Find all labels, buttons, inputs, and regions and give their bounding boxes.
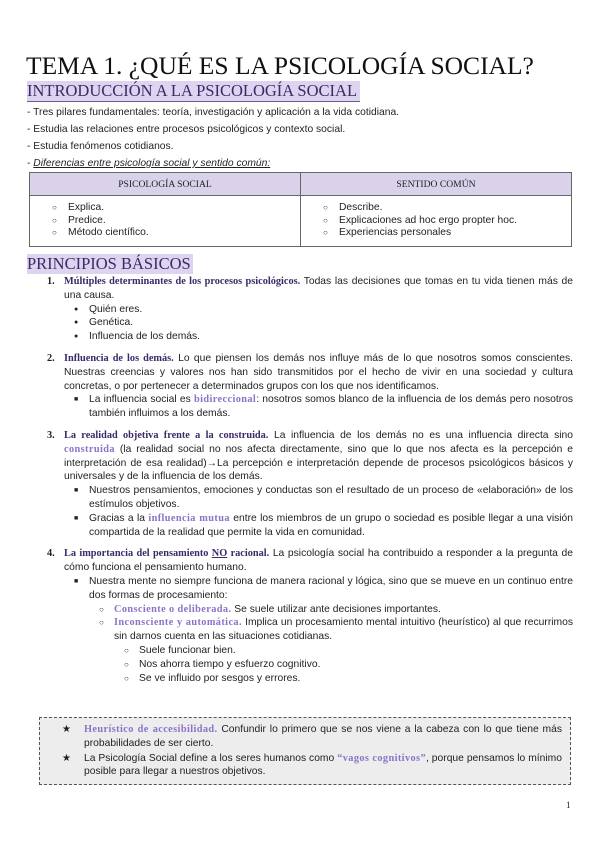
sub-list-item xyxy=(114,603,573,617)
bullet-list xyxy=(64,575,573,685)
principle-text: La influencia de los demás no es una influencia directa sino xyxy=(268,429,573,441)
list-item: ■ Nuestros pensamientos, emociones y conductas son el resultado de un proceso de «elaboración» de los estímulos objetivos. xyxy=(89,484,573,512)
intro-line: - Estudia las relaciones entre procesos psicológicos y contexto social. xyxy=(27,124,346,135)
key-term: influencia mutua xyxy=(148,512,230,524)
table-list-item: ○ Método científico. xyxy=(52,227,300,240)
intro-line: - Tres pilares fundamentales: teoría, investigación y aplicación a la vida cotidiana. xyxy=(27,107,400,118)
bullet-list xyxy=(64,393,573,421)
principle-term: La realidad objetiva frente a la construida. xyxy=(64,429,269,441)
page-title: TEMA 1. ¿QUÉ ES LA PSICOLOGÍA SOCIAL? xyxy=(26,51,534,80)
list-text: : nosotros somos blanco de la influencia de los demás pero nosotros también influimos a los demás. xyxy=(89,394,574,420)
table-cell-psicologia-social xyxy=(30,196,301,247)
principle-item-2 xyxy=(40,352,573,421)
callout-item xyxy=(84,723,562,751)
list-text: Se suele utilizar ante decisiones importantes. xyxy=(231,603,441,615)
list-item xyxy=(89,512,573,540)
principle-number: 1. xyxy=(47,276,55,287)
principle-item-4 xyxy=(40,547,573,685)
principle-term: Múltiples determinantes de los procesos psicológicos. xyxy=(64,276,301,287)
table-row xyxy=(30,196,572,247)
list-text: Gracias a la xyxy=(89,512,149,524)
key-term: Consciente o deliberada. xyxy=(114,603,232,615)
key-term: “vagos cognitivos” xyxy=(337,752,426,764)
principle-number: 4. xyxy=(47,548,55,560)
table-list-item: ○ Explica. xyxy=(52,202,300,215)
intro-dash: - xyxy=(27,158,34,169)
callout-box xyxy=(39,717,571,785)
table-cell-sentido-comun xyxy=(301,196,572,247)
sub-list-item xyxy=(114,616,573,685)
list-text: entre los miembros de un grupo o sociedad es posible llegar a una visión compartida de la realidad que permite la vida en comunidad. xyxy=(89,512,573,538)
principle-text: Todas las decisiones que tomas en tu vida tienen más de una causa. xyxy=(64,276,573,301)
term-part: racional. xyxy=(227,548,270,560)
sub-list xyxy=(89,603,573,686)
intro-list xyxy=(27,104,399,172)
principle-number: 3. xyxy=(47,429,55,441)
bullet-list xyxy=(64,303,573,344)
table-header-psicologia-social: PSICOLOGÍA SOCIAL xyxy=(30,173,301,196)
list-item: ○ Suele funcionar bien. xyxy=(139,644,573,658)
table-header-sentido-comun: SENTIDO COMÚN xyxy=(301,173,572,196)
page-number: 1 xyxy=(566,800,571,810)
principle-number: 2. xyxy=(47,352,55,364)
principle-term xyxy=(64,548,269,559)
key-term: bidireccional xyxy=(193,394,257,406)
principle-item-3 xyxy=(40,429,573,539)
term-part: La importancia del pensamiento xyxy=(64,548,212,560)
principles-list xyxy=(40,275,573,693)
callout-item xyxy=(84,752,562,780)
table-list-item: ○ Explicaciones ad hoc ergo propter hoc. xyxy=(323,215,571,228)
callout-text: , porque pensamos lo mínimo posible para llegar a nuestros objetivos. xyxy=(84,752,562,778)
section-heading-introduccion: INTRODUCCIÓN A LA PSICOLOGÍA SOCIAL xyxy=(27,81,360,102)
list-item: ○ Nos ahorra tiempo y esfuerzo cognitivo. xyxy=(139,658,573,672)
principle-text: Lo que piensen los demás nos influye más de lo que nosotros somos conscientes. Nuestras creencias y valores nos han sido transmitidos por el hecho de vivir en una sociedad y cultura concretas, o por pertenecer a determinados grupos con los que nos identificamos. xyxy=(64,352,573,392)
comparison-table xyxy=(29,172,572,247)
list-item xyxy=(89,575,573,685)
principle-item-1 xyxy=(40,275,573,344)
list-text: Implica un procesamiento mental intuitivo (heurístico) al que recurrimos sin darnos cuenta en las situaciones cotidianas. xyxy=(114,617,574,643)
intro-differences-link: Diferencias entre psicología social y sentido común: xyxy=(33,158,271,169)
callout-text: La Psicología Social define a los seres humanos como xyxy=(84,752,338,764)
table-list-item: ○ Predice. xyxy=(52,215,300,228)
principle-term: Influencia de los demás. xyxy=(64,352,174,364)
intro-line: - Estudia fenómenos cotidianos. xyxy=(27,141,174,152)
key-term: Inconsciente y automática. xyxy=(114,617,242,629)
list-text: Nuestra mente no siempre funciona de manera racional y lógica, sino que se mueve en un continuo entre dos formas de procesamiento: xyxy=(89,575,573,601)
table-header-row xyxy=(30,173,572,196)
key-term: Heurístico de accesibilidad. xyxy=(84,724,218,735)
callout-text: Confundir lo primero que se nos viene a la cabeza con lo que tiene más probabilidades de ser cierto. xyxy=(84,724,562,749)
list-item: ○ Se ve influido por sesgos y errores. xyxy=(139,672,573,686)
list-item: ● Genética. xyxy=(89,316,573,330)
bullet-list xyxy=(64,484,573,539)
sub-sub-list xyxy=(114,644,573,685)
intro-line xyxy=(27,155,399,172)
list-item xyxy=(89,393,573,421)
list-text: La influencia social es xyxy=(89,394,194,406)
principle-text: La psicología social ha contribuido a responder a la pregunta de cómo funciona el pensamiento humano. xyxy=(64,548,573,574)
list-item: ● Quién eres. xyxy=(89,303,573,317)
term-no-underlined: NO xyxy=(211,548,228,560)
list-item: ● Influencia de los demás. xyxy=(89,330,573,344)
key-term: construida xyxy=(64,443,115,455)
section-heading-principios: PRINCIPIOS BÁSICOS xyxy=(27,254,191,273)
principle-text: (la realidad social no nos afecta directamente, sino que lo que nos afecta es la percepción e interpretación de esa realidad)→La percepción e interpretación depende de procesos psicológicos básicos y universales y de la influencia de los demás. xyxy=(64,443,573,483)
table-list-item: ○ Describe. xyxy=(323,202,571,215)
table-list-item: ○ Experiencias personales xyxy=(323,227,571,240)
